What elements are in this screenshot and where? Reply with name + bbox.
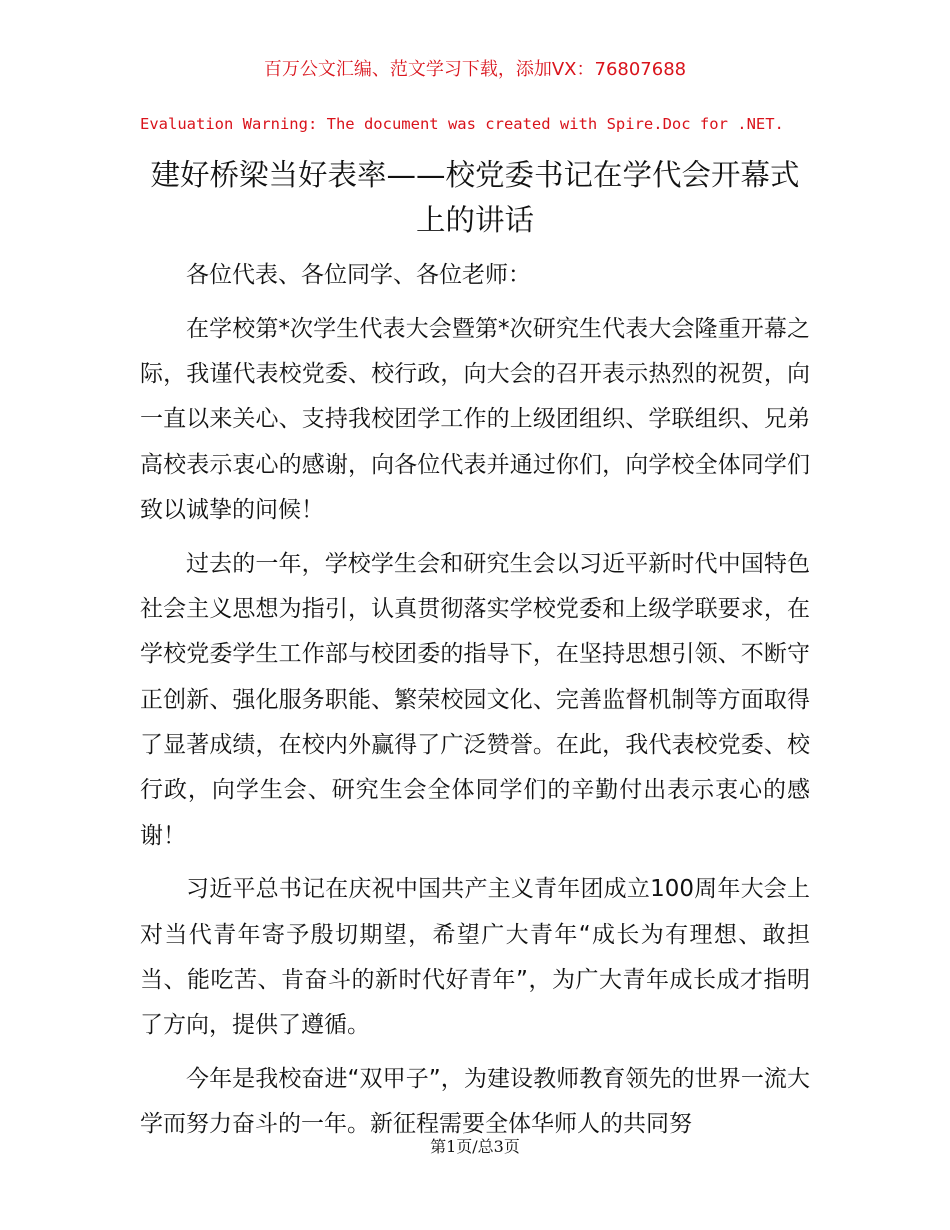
paragraph: 过去的一年，学校学生会和研究生会以习近平新时代中国特色社会主义思想为指引，认真贯彻落实学校党委和上级学联要求，在学校党委学生工作部与校团委的指导下，在坚持思想引领、不断守正创新、强化服务职能、繁荣校园文化、完善监督机制等方面取得了显著成绩，在校内外赢得了广泛赞誉。在此，我代表校党委、校行政，向学生会、研究生会全体同学们的辛勤付出表示衷心的感谢！ <box>140 550 810 849</box>
page-indicator: 第1页/总3页 <box>430 1137 520 1156</box>
document-body <box>140 253 810 1156</box>
salutation: 各位代表、各位同学、各位老师： <box>186 262 531 288</box>
paragraph: 今年是我校奋进“双甲子”，为建设教师教育领先的世界一流大学而努力奋斗的一年。新征程需要全体华师人的共同努 <box>140 1066 810 1138</box>
paragraph: 在学校第*次学生代表大会暨第*次研究生代表大会隆重开幕之际，我谨代表校党委、校行政，向大会的召开表示热烈的祝贺，向一直以来关心、支持我校团学工作的上级团组织、学联组织、兄弟高校表示衷心的感谢，向各位代表并通过你们，向学校全体同学们致以诚挚的问候！ <box>140 315 810 523</box>
document-title: 建好桥梁当好表率——校党委书记在学代会开幕式上的讲话 <box>150 158 800 237</box>
paragraph: 习近平总书记在庆祝中国共产主义青年团成立100周年大会上对当代青年寄予殷切期望，希望广大青年“成长为有理想、敢担当、能吃苦、肯奋斗的新时代好青年”，为广大青年成长成才指明了方向，提供了遵循。 <box>140 876 810 1039</box>
promo-banner: 百万公文汇编、范文学习下载，添加VX：76807688 <box>263 59 687 80</box>
evaluation-warning: Evaluation Warning: The document was created with Spire.Doc for .NET. <box>140 115 784 133</box>
